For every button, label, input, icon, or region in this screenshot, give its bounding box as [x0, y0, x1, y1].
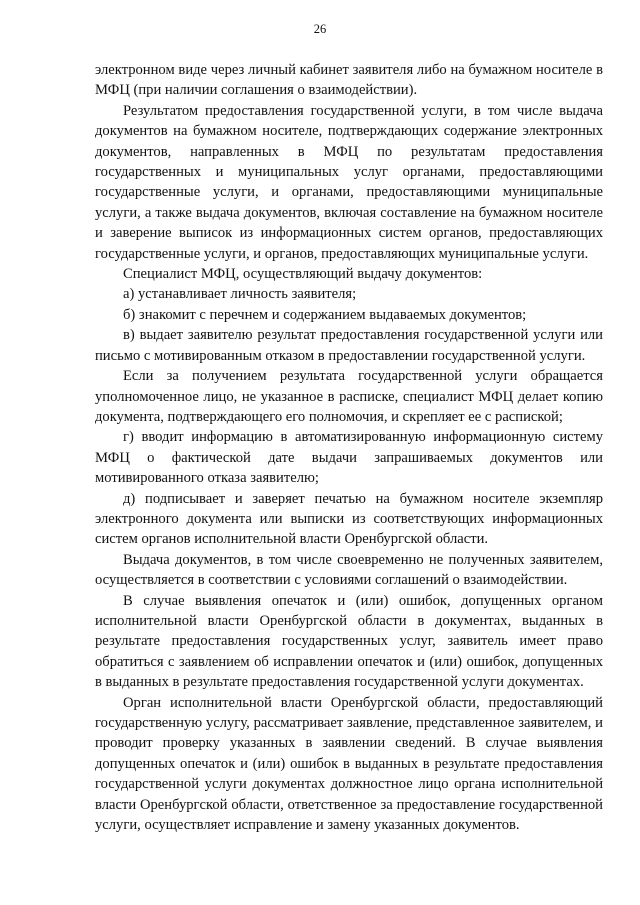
paragraph: Выдача документов, в том числе своевременно не полученных заявителем, осуществляется в соответствии с условиями соглашений о взаимодействии. — [95, 551, 603, 589]
list-item: б) знакомит с перечнем и содержанием выдаваемых документов; — [123, 306, 527, 323]
paragraph: Если за получением результата государственной услуги обращается уполномоченное лицо, не указанное в расписке, специалист МФЦ делает копию документа, подтверждающего его полномочия, и скрепляет ее с распиской; — [95, 368, 603, 425]
list-item: д) подписывает и заверяет печатью на бумажном носителе экземпляр электронного документа или выписки из соответствующих информационных систем органов исполнительной власти Оренбургской области. — [95, 490, 603, 548]
paragraph: Результатом предоставления государственной услуги, в том числе выдача документов на бумажном носителе, подтверждающих содержание электронных документов, направленных в МФЦ по результатам предоставления государственных и муниципальных услуг органами, предоставляющими государственные услуги, и органами, предоставляющими муниципальные услуги, а также выдача документов, включая составление на бумажном носителе и заверение выписок из информационных систем органов, предоставляющих государственные услуги, и органов, предоставляющих муниципальные услуги. — [95, 102, 603, 262]
paragraph: Специалист МФЦ, осуществляющий выдачу документов: — [123, 266, 483, 283]
list-item: а) устанавливает личность заявителя; — [123, 286, 357, 303]
paragraph: электронном виде через личный кабинет заявителя либо на бумажном носителе в МФЦ (при наличии соглашения о взаимодействии). — [95, 62, 603, 99]
paragraph: В случае выявления опечаток и (или) ошибок, допущенных органом исполнительной власти Оренбургской области в документах, выданных в результате предоставления государственных услуг, заявитель имеет право обратиться с заявлением об исправлении опечаток и (или) ошибок, допущенных в выданных в результате предоставления государственной услуги документах. — [95, 592, 603, 691]
document-body — [95, 60, 603, 835]
paragraph: Орган исполнительной власти Оренбургской области, предоставляющий государственную услугу, рассматривает заявление, представленное заявителем, и проводит проверку указанных в заявлении сведений. В случае выявления допущенных опечаток и (или) ошибок в выданных в результате предоставления государственной услуги документах должностное лицо органа исполнительной власти Оренбургской области, ответственное за предоставление государственной услуги, осуществляет исправление и замену указанных документов. — [95, 694, 603, 834]
page-number: 26 — [313, 22, 327, 36]
list-item: в) выдает заявителю результат предоставления государственной услуги или письмо с мотивированным отказом в предоставлении государственной услуги. — [95, 327, 603, 364]
list-item: г) вводит информацию в автоматизированную информационную систему МФЦ о фактической дате выдачи запрашиваемых документов или мотивированного отказа заявителю; — [95, 429, 603, 487]
